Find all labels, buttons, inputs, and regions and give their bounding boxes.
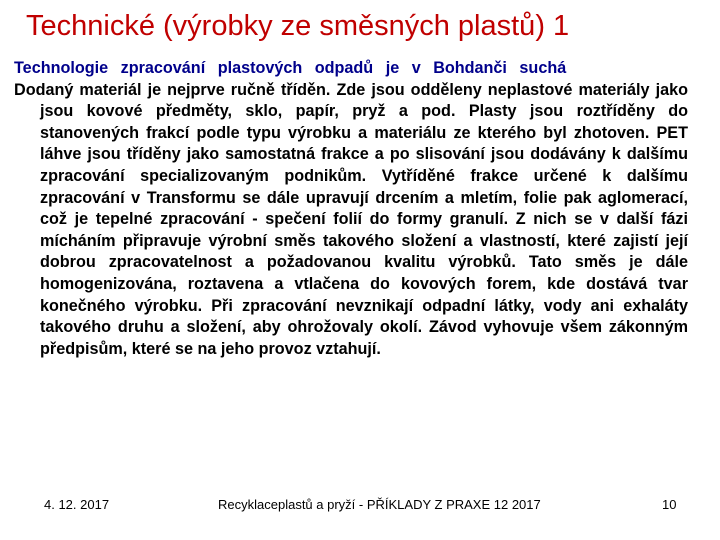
- slide-content: [14, 58, 688, 360]
- footer-date: 4. 12. 2017: [44, 497, 110, 512]
- page-number: 10: [662, 497, 677, 512]
- section-heading: Technologie zpracování plastových odpadů je v Bohdanči suchá: [14, 59, 567, 77]
- slide-title: Technické (výrobky ze směsných plastů) 1: [26, 10, 570, 42]
- body-paragraph: Dodaný materiál je nejprve ručně tříděn. Zde jsou odděleny neplastové materiály jako jsou kovové předměty, sklo, papír, pryž a pod. Plasty jsou roztříděny do stanovených frakcí podle typu výrobku a materiálu ze kterého byl zhotoven. PET láhve jsou tříděny jako samostatná frakce a po slisování jsou dodávány k dalšímu zpracování specializovaným podnikům. Vytříděné frakce určené k dalšímu zpracování v Transformu se dále upravují drcením a mletím, folie pak aglomerací, což je tepelné zpracování - spečení folií do formy granulí. Z nich se v další fázi mícháním připravuje výrobní směs takového složení a vlastností, které zajistí její dobrou zpracovatelnost a požadovanou kvalitu výrobků. Tato směs je dále homogenizována, roztavena a vtlačena do kovových forem, kde dostává tvar konečného výrobku. Při zpracování nevznikají odpadní látky, vody ani exhaláty takového druhu a složení, aby ohrožovaly okolí. Závod vyhovuje všem zákonným předpisům, které se na jeho provoz vztahují.: [14, 80, 688, 358]
- footer-title: Recyklaceplastů a pryží - PŘÍKLADY Z PRAXE 12 2017: [218, 497, 541, 512]
